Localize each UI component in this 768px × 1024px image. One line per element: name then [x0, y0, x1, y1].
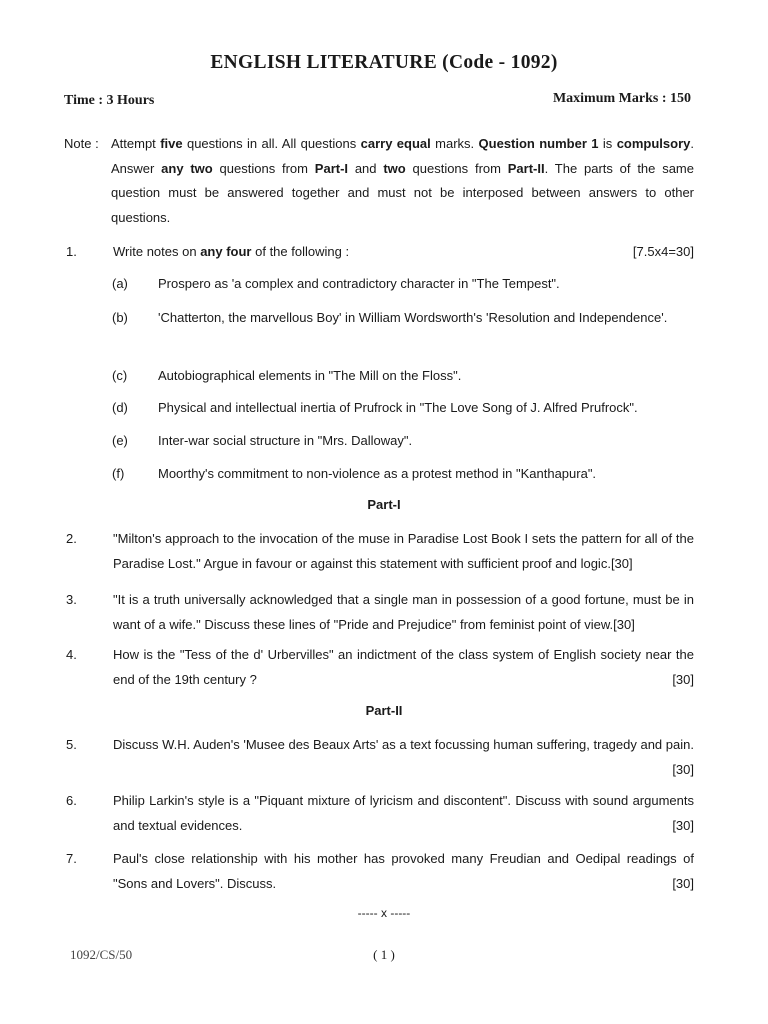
emphasis-text: five — [160, 136, 183, 151]
plain-text: Attempt — [111, 136, 161, 151]
sub-label: (f) — [112, 466, 125, 481]
sub-label: (b) — [112, 310, 128, 325]
sub-label: (c) — [112, 368, 128, 383]
note-label: Note : — [64, 136, 99, 151]
question-4 — [66, 642, 694, 692]
plain-text: questions from — [212, 160, 315, 176]
question-7 — [66, 846, 694, 896]
instructions-note — [64, 132, 694, 230]
sub-text: Moorthy's commitment to non-violence as a protest method in "Kanthapura". — [158, 466, 597, 481]
paper-code: 1092/CS/50 — [70, 947, 133, 962]
plain-text: is — [598, 136, 617, 151]
maximum-marks: Maximum Marks : 150 — [552, 91, 691, 106]
question-body: Discuss W.H. Auden's 'Musee des Beaux Arts' as a text focussing human suffering, tragedy and pain. — [113, 737, 694, 752]
question-text — [113, 239, 694, 264]
sub-text: Physical and intellectual inertia of Prufrock in "The Love Song of J. Alfred Prufrock". — [158, 400, 638, 415]
note-text — [111, 132, 694, 230]
plain-text: Write notes on — [113, 244, 201, 259]
plain-text: and — [348, 160, 384, 176]
question-number: 2. — [66, 531, 77, 546]
emphasis-text: any two — [161, 160, 213, 176]
question-body: Paul's close relationship with his mother has provoked many Freudian and Oedipal readings of "Sons and Lovers". Discuss. — [113, 851, 694, 891]
sub-question-d — [112, 395, 694, 420]
question-3 — [66, 587, 694, 637]
question-text — [113, 732, 694, 777]
emphasis-text: two — [383, 160, 406, 176]
question-1 — [66, 239, 694, 264]
question-number: 7. — [66, 851, 77, 866]
question-text — [113, 642, 694, 692]
question-2 — [66, 526, 694, 576]
sub-text: 'Chatterton, the marvellous Boy' in William Wordsworth's 'Resolution and Independence'. — [158, 310, 668, 325]
question-marks: [30] — [672, 762, 694, 777]
sub-question-f — [112, 461, 694, 486]
question-text — [113, 846, 694, 896]
question-text — [113, 587, 694, 637]
sub-question-a — [112, 271, 694, 296]
question-number: 3. — [66, 592, 77, 607]
sub-text: Prospero as 'a complex and contradictory character in "The Tempest". — [158, 276, 560, 291]
question-marks: [30] — [672, 672, 694, 687]
plain-text: . The parts of the same question must be answered together and must not be interposed between answers to other questions. — [111, 160, 694, 225]
question-6 — [66, 788, 694, 838]
emphasis-text: Question number 1 — [478, 136, 599, 151]
sub-label: (e) — [112, 433, 128, 448]
sub-text: Inter-war social structure in "Mrs. Dalloway". — [158, 433, 413, 448]
sub-label: (d) — [112, 400, 128, 415]
time-allowed: Time : 3 Hours — [64, 93, 155, 108]
sub-question-b — [112, 305, 694, 330]
question-text — [113, 788, 694, 838]
question-body: "Milton's approach to the invocation of the muse in Paradise Lost Book I sets the pattern for all of the Paradise Lost." Argue in favour or against this statement with sufficient proof and logic. — [113, 531, 694, 571]
emphasis-text: any four — [200, 244, 252, 259]
question-body: Philip Larkin's style is a "Piquant mixture of lyricism and discontent". Discuss with sound arguments and textual evidences. — [113, 793, 694, 833]
emphasis-text: carry equal — [360, 136, 431, 151]
part-2-heading: Part-II — [365, 703, 403, 718]
plain-text: questions from — [405, 160, 508, 176]
sub-text: Autobiographical elements in "The Mill on the Floss". — [158, 368, 462, 383]
question-marks: [7.5x4=30] — [632, 244, 694, 259]
question-1-prompt — [113, 244, 349, 259]
emphasis-text: compulsory — [616, 136, 691, 151]
page-number: ( 1 ) — [373, 947, 395, 962]
question-body: "It is a truth universally acknowledged that a single man in possession of a good fortune, must be in want of a wife." Discuss these lines of "Pride and Prejudice" from feminist point of view. — [113, 592, 694, 632]
question-marks: [30] — [672, 876, 694, 891]
question-marks: [30] — [610, 556, 633, 571]
question-text — [113, 526, 694, 576]
question-marks: [30] — [613, 617, 635, 632]
plain-text: marks. — [430, 136, 479, 151]
sub-question-e — [112, 428, 694, 453]
emphasis-text: Part-I — [314, 160, 349, 176]
plain-text: . Answer — [111, 136, 694, 176]
question-5 — [66, 732, 694, 782]
exam-title: ENGLISH LITERATURE (Code - 1092) — [210, 52, 558, 73]
plain-text: questions in all. All questions — [182, 136, 361, 151]
question-number: 6. — [66, 793, 77, 808]
question-body: How is the "Tess of the d' Urbervilles" an indictment of the class system of English society near the end of the 19th century ? — [113, 647, 694, 687]
sub-question-c — [112, 363, 694, 388]
end-of-paper-mark: ----- x ----- — [357, 906, 411, 920]
question-number: 4. — [66, 647, 77, 662]
question-marks: [30] — [672, 818, 694, 833]
question-number: 1. — [66, 244, 77, 259]
plain-text: of the following : — [251, 244, 350, 259]
emphasis-text: Part-II — [507, 160, 545, 176]
sub-label: (a) — [112, 276, 128, 291]
part-1-heading: Part-I — [367, 497, 401, 512]
question-number: 5. — [66, 737, 77, 752]
